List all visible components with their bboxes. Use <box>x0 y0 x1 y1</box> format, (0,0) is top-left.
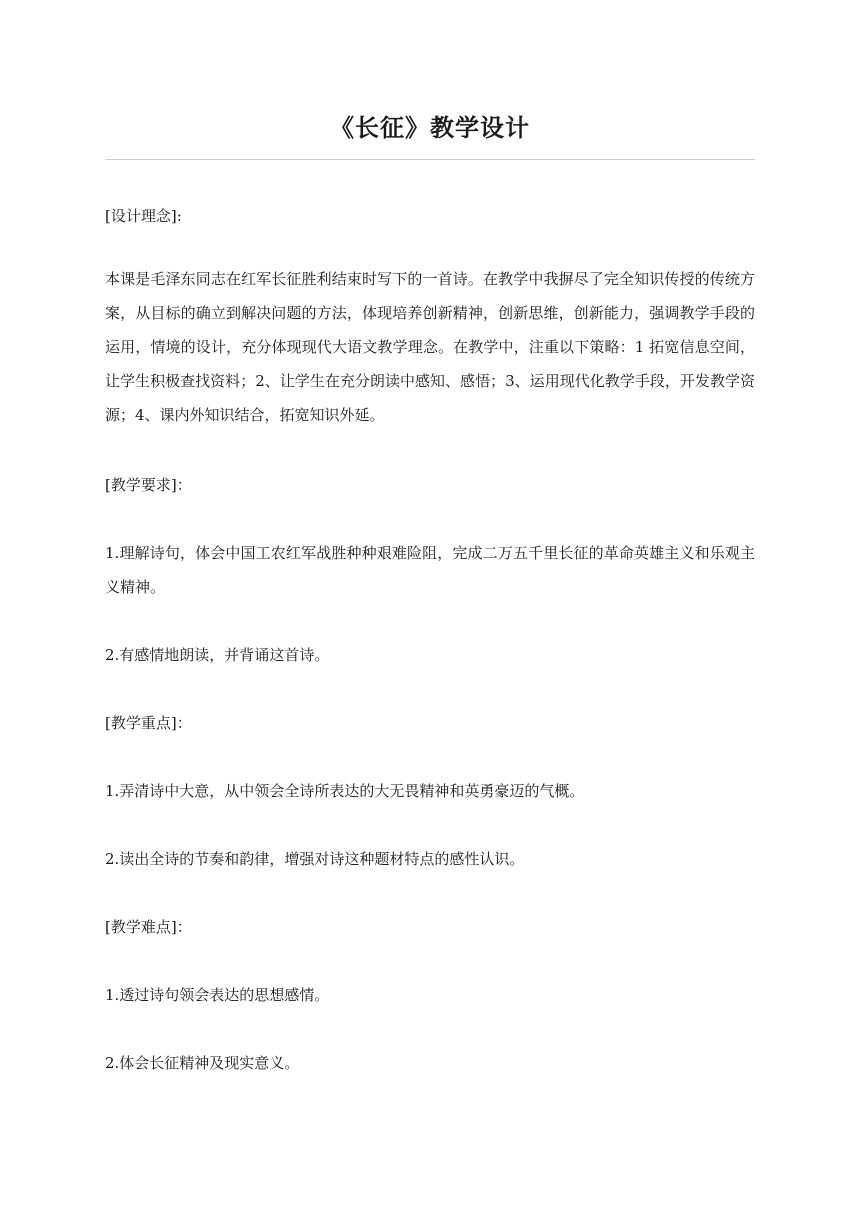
requirement-item-1: 1.理解诗句，体会中国工农红军战胜种种艰难险阻，完成二万五千里长征的革命英雄主义和乐观主义精神。 <box>105 544 755 596</box>
title-divider <box>105 159 755 160</box>
requirement-item-2: 2.有感情地朗读，并背诵这首诗。 <box>105 646 330 664</box>
difficulty-item-1: 1.透过诗句领会表达的思想感情。 <box>105 986 330 1004</box>
section-heading-design-concept: [设计理念]: <box>105 207 182 225</box>
focus-item-2: 2.读出全诗的节奏和韵律，增强对诗这种题材特点的感性认识。 <box>105 850 525 868</box>
section-heading-teaching-focus: [教学重点]： <box>105 714 192 732</box>
focus-item-1: 1.弄清诗中大意，从中领会全诗所表达的大无畏精神和英勇豪迈的气概。 <box>105 782 585 800</box>
design-concept-paragraph: 本课是毛泽东同志在红军长征胜利结束时写下的一首诗。在教学中我摒尽了完全知识传授的传统方案，从目标的确立到解决问题的方法，体现培养创新精神，创新思维，创新能力，强调教学手段的运用，情境的设计，充分体现现代大语文教学理念。在教学中，注重以下策略：1 拓宽信息空间，让学生积极查找资料；2、让学生在充分朗读中感知、感悟；3、运用现代化教学手段，开发教学资源；4、课内外知识结合，拓宽知识外延。 <box>105 270 755 424</box>
section-heading-teaching-requirements: [教学要求]： <box>105 476 192 494</box>
section-heading-teaching-difficulties: [教学难点]： <box>105 918 192 936</box>
difficulty-item-2: 2.体会长征精神及现实意义。 <box>105 1054 300 1072</box>
document-title: 《长征》教学设计 <box>330 114 530 142</box>
